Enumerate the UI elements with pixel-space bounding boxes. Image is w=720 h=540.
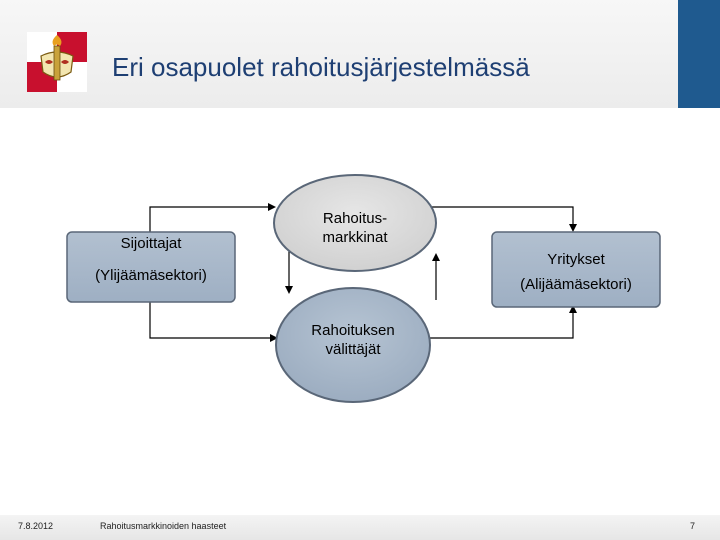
page-title: Eri osapuolet rahoitusjärjestelmässä — [112, 52, 530, 82]
companies-label — [492, 232, 660, 294]
investors-subtitle: (Ylijäämäsektori) — [95, 267, 207, 284]
connector-intermediaries-to-companies — [425, 307, 573, 338]
markets-label — [290, 209, 420, 247]
connector-markets-to-companies — [428, 207, 573, 230]
intermediaries-label-line2: välittäjät — [325, 341, 381, 358]
footer-date: 7.8.2012 — [18, 521, 54, 531]
markets-label-line1: Rahoitus- — [322, 210, 388, 227]
companies-title: Yritykset — [547, 251, 605, 268]
companies-subtitle: (Alijäämäsektori) — [520, 276, 632, 293]
investors-label — [67, 232, 235, 285]
investors-title: Sijoittajat — [120, 235, 182, 252]
page-number: 7 — [690, 521, 696, 531]
markets-label-line2: markkinat — [322, 229, 388, 246]
footer-subject: Rahoitusmarkkinoiden haasteet — [100, 521, 227, 531]
intermediaries-label-line1: Rahoituksen — [311, 322, 395, 339]
connector-investors-to-markets — [150, 207, 274, 232]
connector-investors-to-intermediaries — [150, 302, 276, 338]
intermediaries-label — [288, 321, 418, 359]
